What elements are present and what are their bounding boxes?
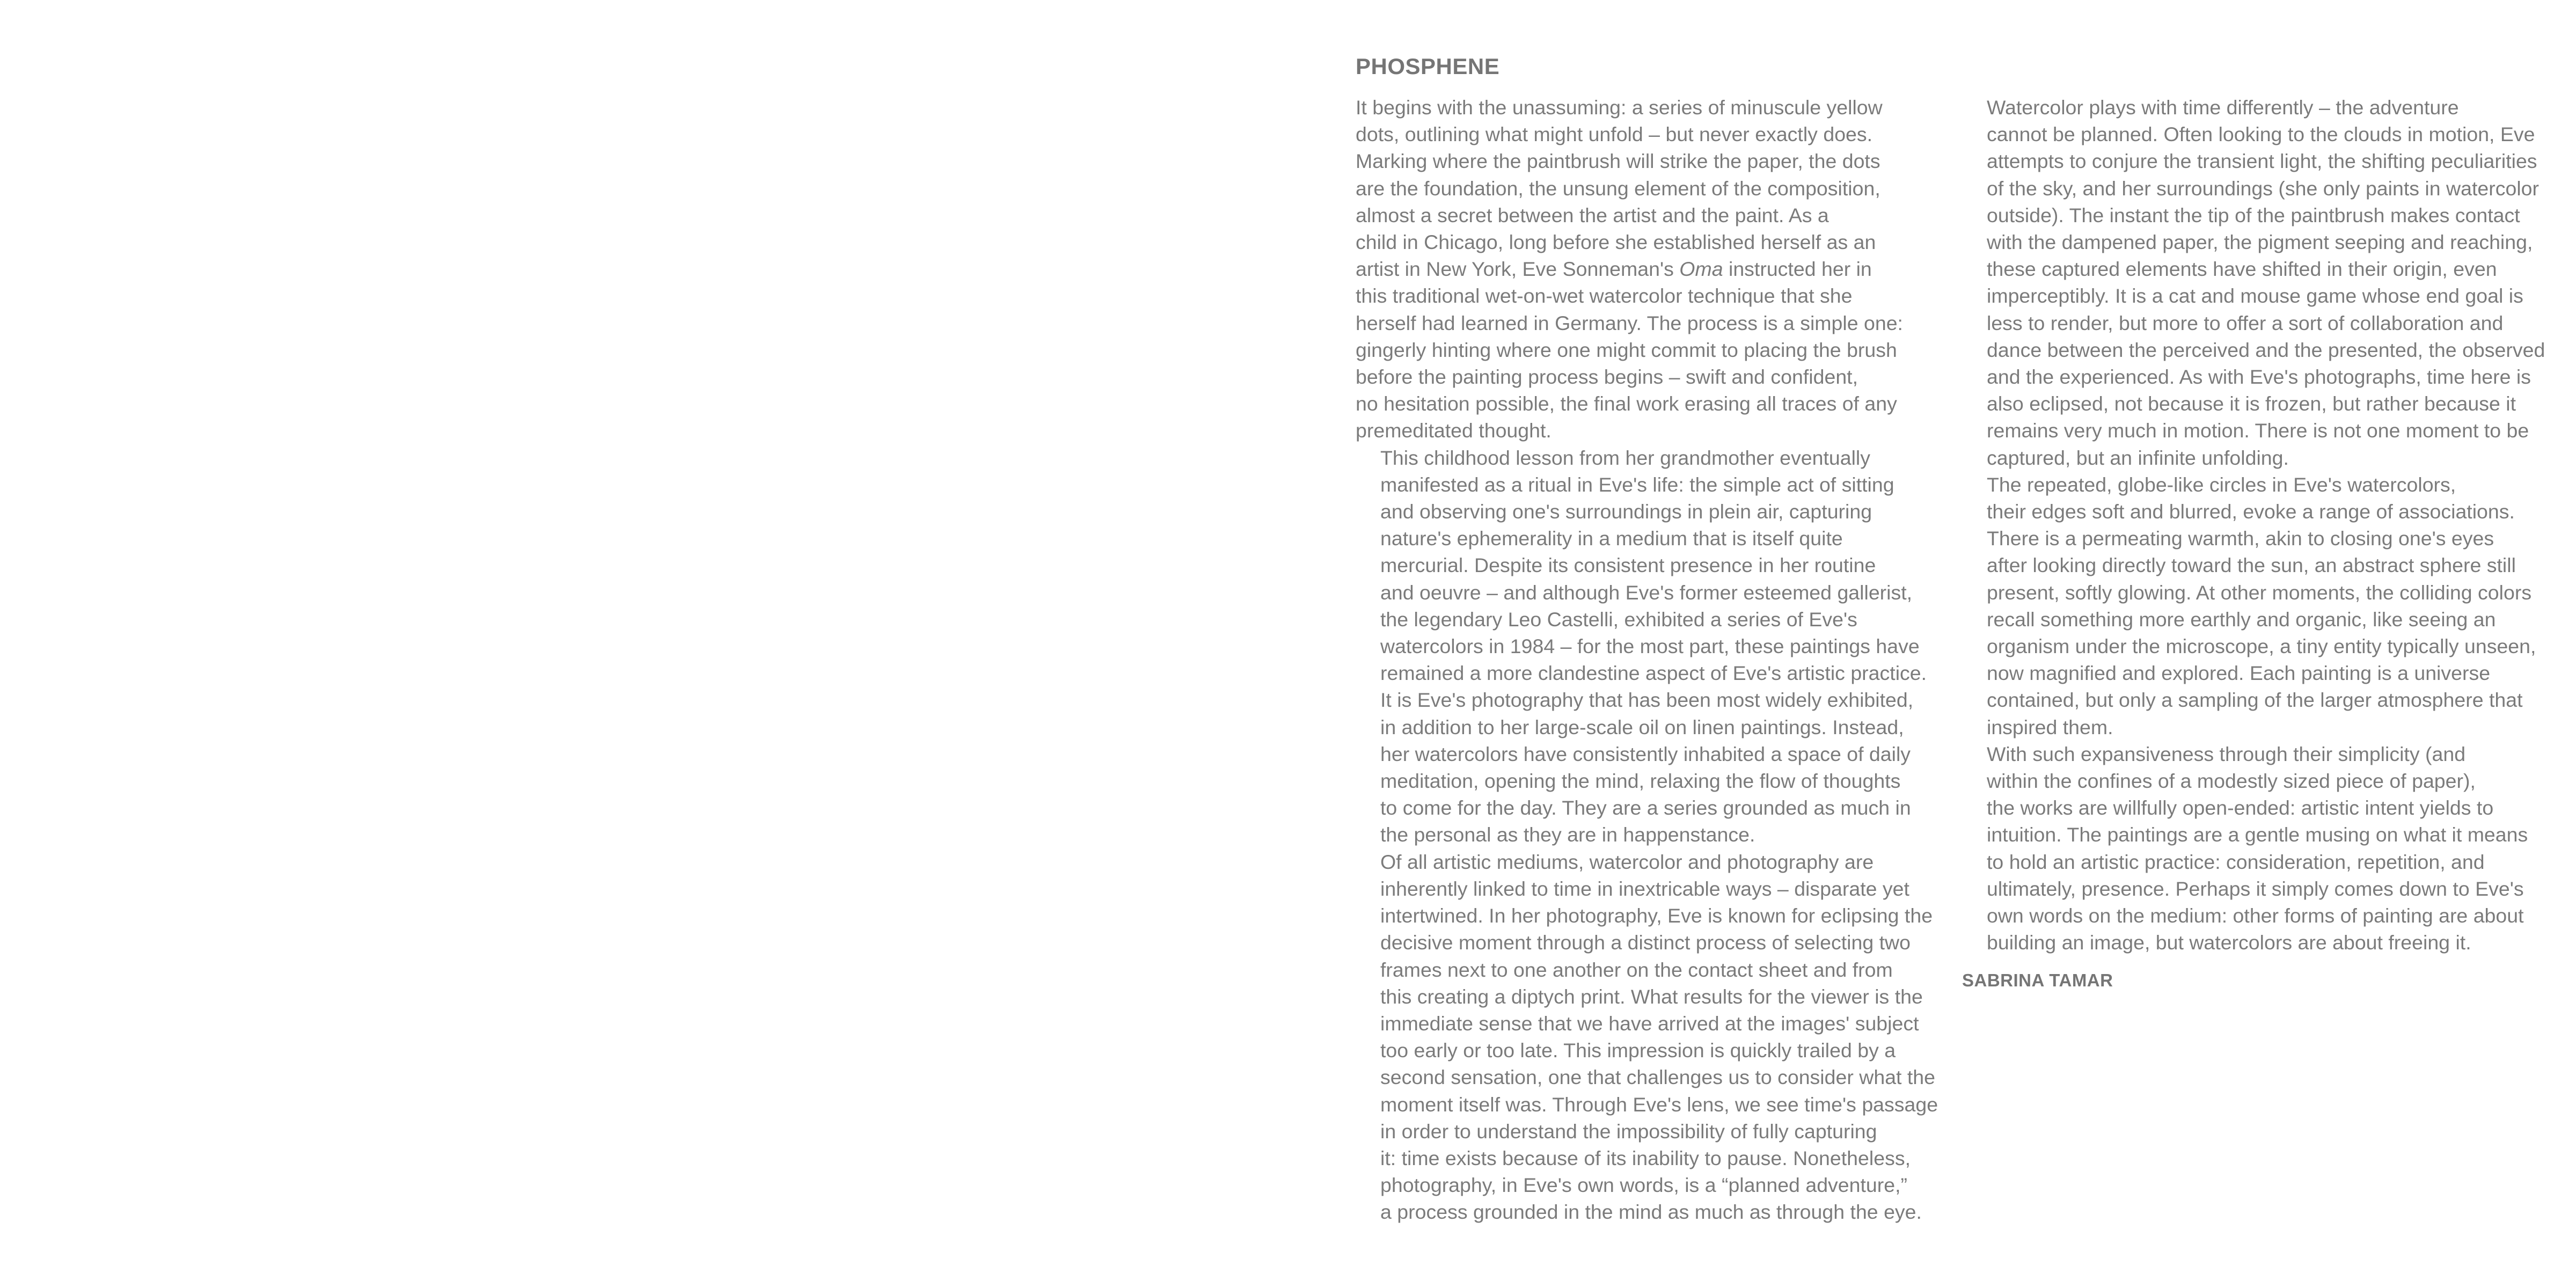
text-line: gingerly hinting where one might commit to placing the brush bbox=[1356, 338, 1897, 361]
text-line: nature's ephemerality in a medium that is itself quite bbox=[1380, 527, 1843, 550]
text-line: this creating a diptych print. What results for the viewer is the bbox=[1380, 985, 1923, 1008]
text-line: and the experienced. As with Eve's photographs, time here is bbox=[1987, 365, 2531, 389]
text-line: photography, in Eve's own words, is a “planned adventure,” bbox=[1380, 1174, 1908, 1197]
text-line: There is a permeating warmth, akin to closing one's eyes bbox=[1987, 527, 2494, 550]
text-line: watercolors in 1984 – for the most part, these paintings have bbox=[1380, 635, 1920, 658]
text-line: outside). The instant the tip of the paintbrush makes contact bbox=[1987, 203, 2520, 226]
text-line: now magnified and explored. Each painting is a universe bbox=[1987, 662, 2491, 685]
text-line: second sensation, one that challenges us to consider what the bbox=[1380, 1066, 1936, 1089]
italic-word: Oma bbox=[1679, 258, 1723, 281]
text-line: With such expansiveness through their simplicity (and bbox=[1987, 742, 2466, 765]
text-line: This childhood lesson from her grandmother eventually bbox=[1380, 446, 1870, 469]
paragraph bbox=[1962, 471, 2542, 741]
text-line: immediate sense that we have arrived at the images' subject bbox=[1380, 1012, 1919, 1035]
text-line: their edges soft and blurred, evoke a range of associations. bbox=[1987, 500, 2515, 523]
text-line: within the confines of a modestly sized piece of paper), bbox=[1987, 770, 2476, 793]
text-line: herself had learned in Germany. The process is a simple one: bbox=[1356, 311, 1903, 334]
text-line: recall something more earthly and organic, like seeing an bbox=[1987, 608, 2496, 631]
text-line: dots, outlining what might unfold – but never exactly does. bbox=[1356, 123, 1873, 146]
text-line: inherently linked to time in inextricable ways – disparate yet bbox=[1380, 877, 1909, 900]
text-line: mercurial. Despite its consistent presence in her routine bbox=[1380, 554, 1876, 577]
text-line bbox=[1356, 255, 1935, 282]
text-line: the works are willfully open-ended: artistic intent yields to bbox=[1987, 796, 2494, 819]
essay-title: PHOSPHENE bbox=[1356, 54, 1500, 79]
paragraph bbox=[1356, 848, 1938, 1226]
text-line: to hold an artistic practice: consideration, repetition, and bbox=[1987, 850, 2485, 873]
text-line: imperceptibly. It is a cat and mouse game whose end goal is bbox=[1987, 284, 2523, 308]
text-line: and oeuvre – and although Eve's former esteemed gallerist, bbox=[1380, 581, 1913, 604]
text-line: the legendary Leo Castelli, exhibited a series of Eve's bbox=[1380, 608, 1857, 631]
text-line: meditation, opening the mind, relaxing the flow of thoughts bbox=[1380, 770, 1901, 793]
text-line: remained a more clandestine aspect of Eve's artistic practice. bbox=[1380, 662, 1927, 685]
right-page bbox=[1288, 0, 2576, 1288]
text-line: manifested as a ritual in Eve's life: the simple act of sitting bbox=[1380, 473, 1894, 496]
text-line: The repeated, globe-like circles in Eve's watercolors, bbox=[1987, 473, 2456, 496]
text-line: decisive moment through a distinct process of selecting two bbox=[1380, 931, 1911, 954]
text-line: captured, but an infinite unfolding. bbox=[1987, 446, 2289, 469]
text-line: building an image, but watercolors are about freeing it. bbox=[1987, 931, 2471, 954]
text-line: ultimately, presence. Perhaps it simply comes down to Eve's bbox=[1987, 877, 2524, 900]
text-line: these captured elements have shifted in their origin, even bbox=[1987, 258, 2497, 281]
text-line: also eclipsed, not because it is frozen, but rather because it bbox=[1987, 392, 2516, 415]
text-line: almost a secret between the artist and the paint. As a bbox=[1356, 203, 1829, 226]
text-line: to come for the day. They are a series grounded as much in bbox=[1380, 796, 1911, 819]
text-column-right bbox=[1962, 94, 2545, 994]
text-line: intertwined. In her photography, Eve is known for eclipsing the bbox=[1380, 904, 1933, 927]
text-line: Watercolor plays with time differently – the adventure bbox=[1987, 96, 2459, 119]
text-line: contained, but only a sampling of the larger atmosphere that bbox=[1987, 689, 2523, 712]
text-line: in order to understand the impossibility of fully capturing bbox=[1380, 1119, 1877, 1143]
text-line: frames next to one another on the contact sheet and from bbox=[1380, 958, 1893, 981]
text-line: it: time exists because of its inability to pause. Nonetheless, bbox=[1380, 1146, 1911, 1169]
text-line: attempts to conjure the transient light, the shifting peculiarities bbox=[1987, 150, 2537, 173]
text-line: inspired them. bbox=[1987, 715, 2113, 738]
text-line: in addition to her large-scale oil on linen paintings. Instead, bbox=[1380, 715, 1904, 738]
text-line: too early or too late. This impression is quickly trailed by a bbox=[1380, 1039, 1896, 1062]
text-line: own words on the medium: other forms of painting are about bbox=[1987, 904, 2524, 927]
text-line: her watercolors have consistently inhabited a space of daily bbox=[1380, 742, 1911, 765]
text-fragment: artist in New York, Eve Sonneman's bbox=[1356, 258, 1680, 281]
author-byline: SABRINA TAMAR bbox=[1962, 970, 2113, 990]
text-line: moment itself was. Through Eve's lens, we see time's passage bbox=[1380, 1093, 1938, 1116]
text-line: remains very much in motion. There is not one moment to be bbox=[1987, 419, 2529, 442]
text-line: less to render, but more to offer a sort of collaboration and bbox=[1987, 311, 2504, 334]
text-line: dance between the perceived and the presented, the observed bbox=[1987, 338, 2545, 361]
text-line: Of all artistic mediums, watercolor and photography are bbox=[1380, 850, 1874, 873]
paragraph bbox=[1962, 741, 2542, 956]
text-line: child in Chicago, long before she established herself as an bbox=[1356, 231, 1876, 254]
text-line: with the dampened paper, the pigment seeping and reaching, bbox=[1987, 231, 2533, 254]
text-line: organism under the microscope, a tiny entity typically unseen, bbox=[1987, 635, 2536, 658]
text-line: It is Eve's photography that has been most widely exhibited, bbox=[1380, 689, 1914, 712]
text-line: premeditated thought. bbox=[1356, 419, 1552, 442]
text-fragment: instructed her in bbox=[1723, 258, 1872, 281]
text-line: after looking directly toward the sun, an abstract sphere still bbox=[1987, 554, 2516, 577]
text-line: intuition. The paintings are a gentle musing on what it means bbox=[1987, 823, 2528, 846]
text-line: present, softly glowing. At other moments, the colliding colors bbox=[1987, 581, 2532, 604]
text-column-left bbox=[1356, 94, 1938, 1226]
text-line: of the sky, and her surroundings (she only paints in watercolor bbox=[1987, 177, 2540, 200]
paragraph bbox=[1356, 94, 1935, 444]
text-line: cannot be planned. Often looking to the clouds in motion, Eve bbox=[1987, 123, 2535, 146]
text-line: It begins with the unassuming: a series of minuscule yellow bbox=[1356, 96, 1883, 119]
text-line: a process grounded in the mind as much as through the eye. bbox=[1380, 1201, 1922, 1224]
paragraph bbox=[1962, 94, 2545, 471]
text-line: no hesitation possible, the final work erasing all traces of any bbox=[1356, 392, 1897, 415]
paragraph bbox=[1356, 444, 1935, 848]
text-line: this traditional wet-on-wet watercolor technique that she bbox=[1356, 284, 1853, 308]
text-line: Marking where the paintbrush will strike the paper, the dots bbox=[1356, 150, 1880, 173]
text-line: before the painting process begins – swift and confident, bbox=[1356, 365, 1858, 389]
text-line: are the foundation, the unsung element of the composition, bbox=[1356, 177, 1880, 200]
text-line: the personal as they are in happenstance. bbox=[1380, 823, 1755, 846]
text-line: and observing one's surroundings in plein air, capturing bbox=[1380, 500, 1872, 523]
